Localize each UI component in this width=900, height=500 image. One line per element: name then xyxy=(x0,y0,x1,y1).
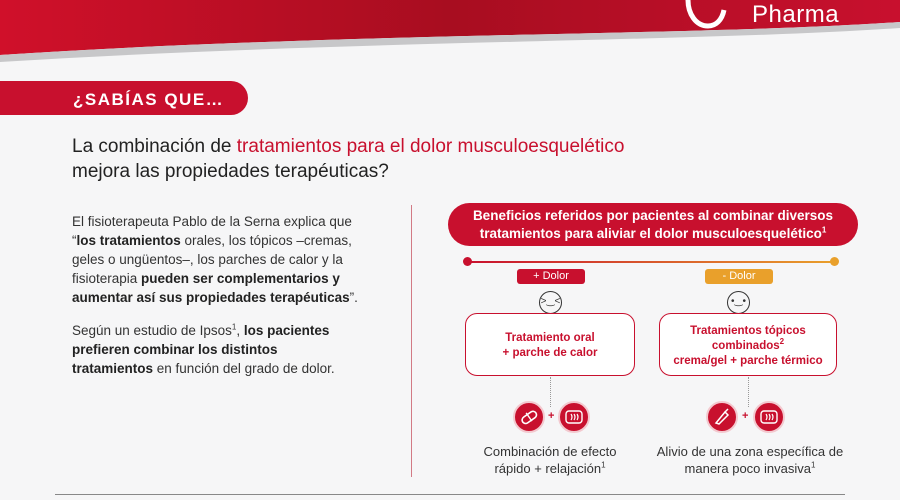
p1-text-a: El fisioterapeuta Pablo de la Serna explica que “ xyxy=(72,214,352,248)
more-pain-caption xyxy=(460,443,640,477)
less-pain-caption xyxy=(640,443,860,477)
less-pain-caption-line-2 xyxy=(640,460,860,477)
brand-name: Pharma xyxy=(752,1,840,28)
oral-connector xyxy=(550,377,551,407)
benefits-banner xyxy=(448,203,858,246)
pill-icon xyxy=(513,401,545,433)
more-pain-caption-line-2 xyxy=(460,460,640,477)
cream-tube-icon xyxy=(706,401,738,433)
more-pain-caption-line-2-text: rápido + relajación xyxy=(494,461,602,476)
less-pain-caption-line-1: Alivio de una zona específica de xyxy=(656,444,844,459)
headline-part1: La combinación de xyxy=(72,136,237,157)
topical-connector xyxy=(748,377,749,407)
benefits-line-2 xyxy=(448,225,858,243)
oral-treatment-box xyxy=(465,313,635,376)
benefits-line-2-text: tratamientos para aliviar el dolor musculoesquelético xyxy=(479,226,822,241)
p2-text-c: en función del grado de dolor. xyxy=(153,361,335,376)
combine-plus-1: + xyxy=(548,410,555,422)
topical-box-line-2-text: combinados xyxy=(711,340,780,352)
neutral-face-icon: •‿• xyxy=(727,291,750,314)
p2-text-b: , xyxy=(236,323,244,338)
scale-start-dot xyxy=(463,257,472,266)
p2-bold: los pacientes prefieren combinar los distintos tratamientos xyxy=(72,323,330,376)
less-pain-label: - Dolor xyxy=(705,269,773,284)
p1-bold-a: los tratamientos xyxy=(76,233,181,248)
heat-patch-icon xyxy=(558,401,590,433)
topical-treatment-box xyxy=(659,313,837,376)
more-pain-caption-footnote: 1 xyxy=(601,460,606,470)
pain-scale-line xyxy=(466,261,836,263)
topical-box-footnote: 2 xyxy=(779,337,785,347)
benefits-footnote: 1 xyxy=(821,225,827,235)
benefits-line-1: Beneficios referidos por pacientes al combinar diversos xyxy=(472,208,834,223)
headline-part2: mejora las propiedades terapéuticas? xyxy=(72,161,389,182)
bottom-divider xyxy=(55,494,845,495)
topical-box-line-3: crema/gel + parche térmico xyxy=(673,355,823,367)
oral-box-line-2: + parche de calor xyxy=(502,347,598,359)
scale-end-dot xyxy=(830,257,839,266)
pain-face-icon: >‿< xyxy=(539,291,562,314)
pharma-logo-icon xyxy=(682,0,732,37)
intro-paragraph-1 xyxy=(72,212,360,307)
more-pain-label: + Dolor xyxy=(517,269,585,284)
p1-bold-b: pueden ser complementarios y aumentar así sus propiedades terapéuticas xyxy=(72,271,350,305)
p2-text-a: Según un estudio de Ipsos xyxy=(72,323,232,338)
p1-text-b: orales, los tópicos –cremas, geles o ungüentos–, los parches de calor y la fisioterapia xyxy=(72,233,352,286)
combine-plus-2: + xyxy=(742,410,749,422)
column-divider xyxy=(411,205,412,477)
more-pain-caption-line-1: Combinación de efecto xyxy=(483,444,617,459)
intro-text xyxy=(72,212,360,392)
p2-footnote: 1 xyxy=(231,322,237,332)
intro-paragraph-2 xyxy=(72,321,360,378)
less-pain-caption-line-2-text: manera poco invasiva xyxy=(684,461,811,476)
headline-highlight: tratamientos para el dolor musculoesquelético xyxy=(236,136,625,157)
less-pain-caption-footnote: 1 xyxy=(811,460,816,470)
topical-box-line-1: Tratamientos tópicos xyxy=(690,325,806,337)
p1-text-c: ”. xyxy=(349,290,358,305)
headline xyxy=(72,134,792,184)
oral-box-line-1: Tratamiento oral xyxy=(505,332,595,344)
thermal-patch-icon xyxy=(753,401,785,433)
did-you-know-label: ¿SABÍAS QUE… xyxy=(73,90,225,109)
topical-box-line-2 xyxy=(660,339,836,354)
